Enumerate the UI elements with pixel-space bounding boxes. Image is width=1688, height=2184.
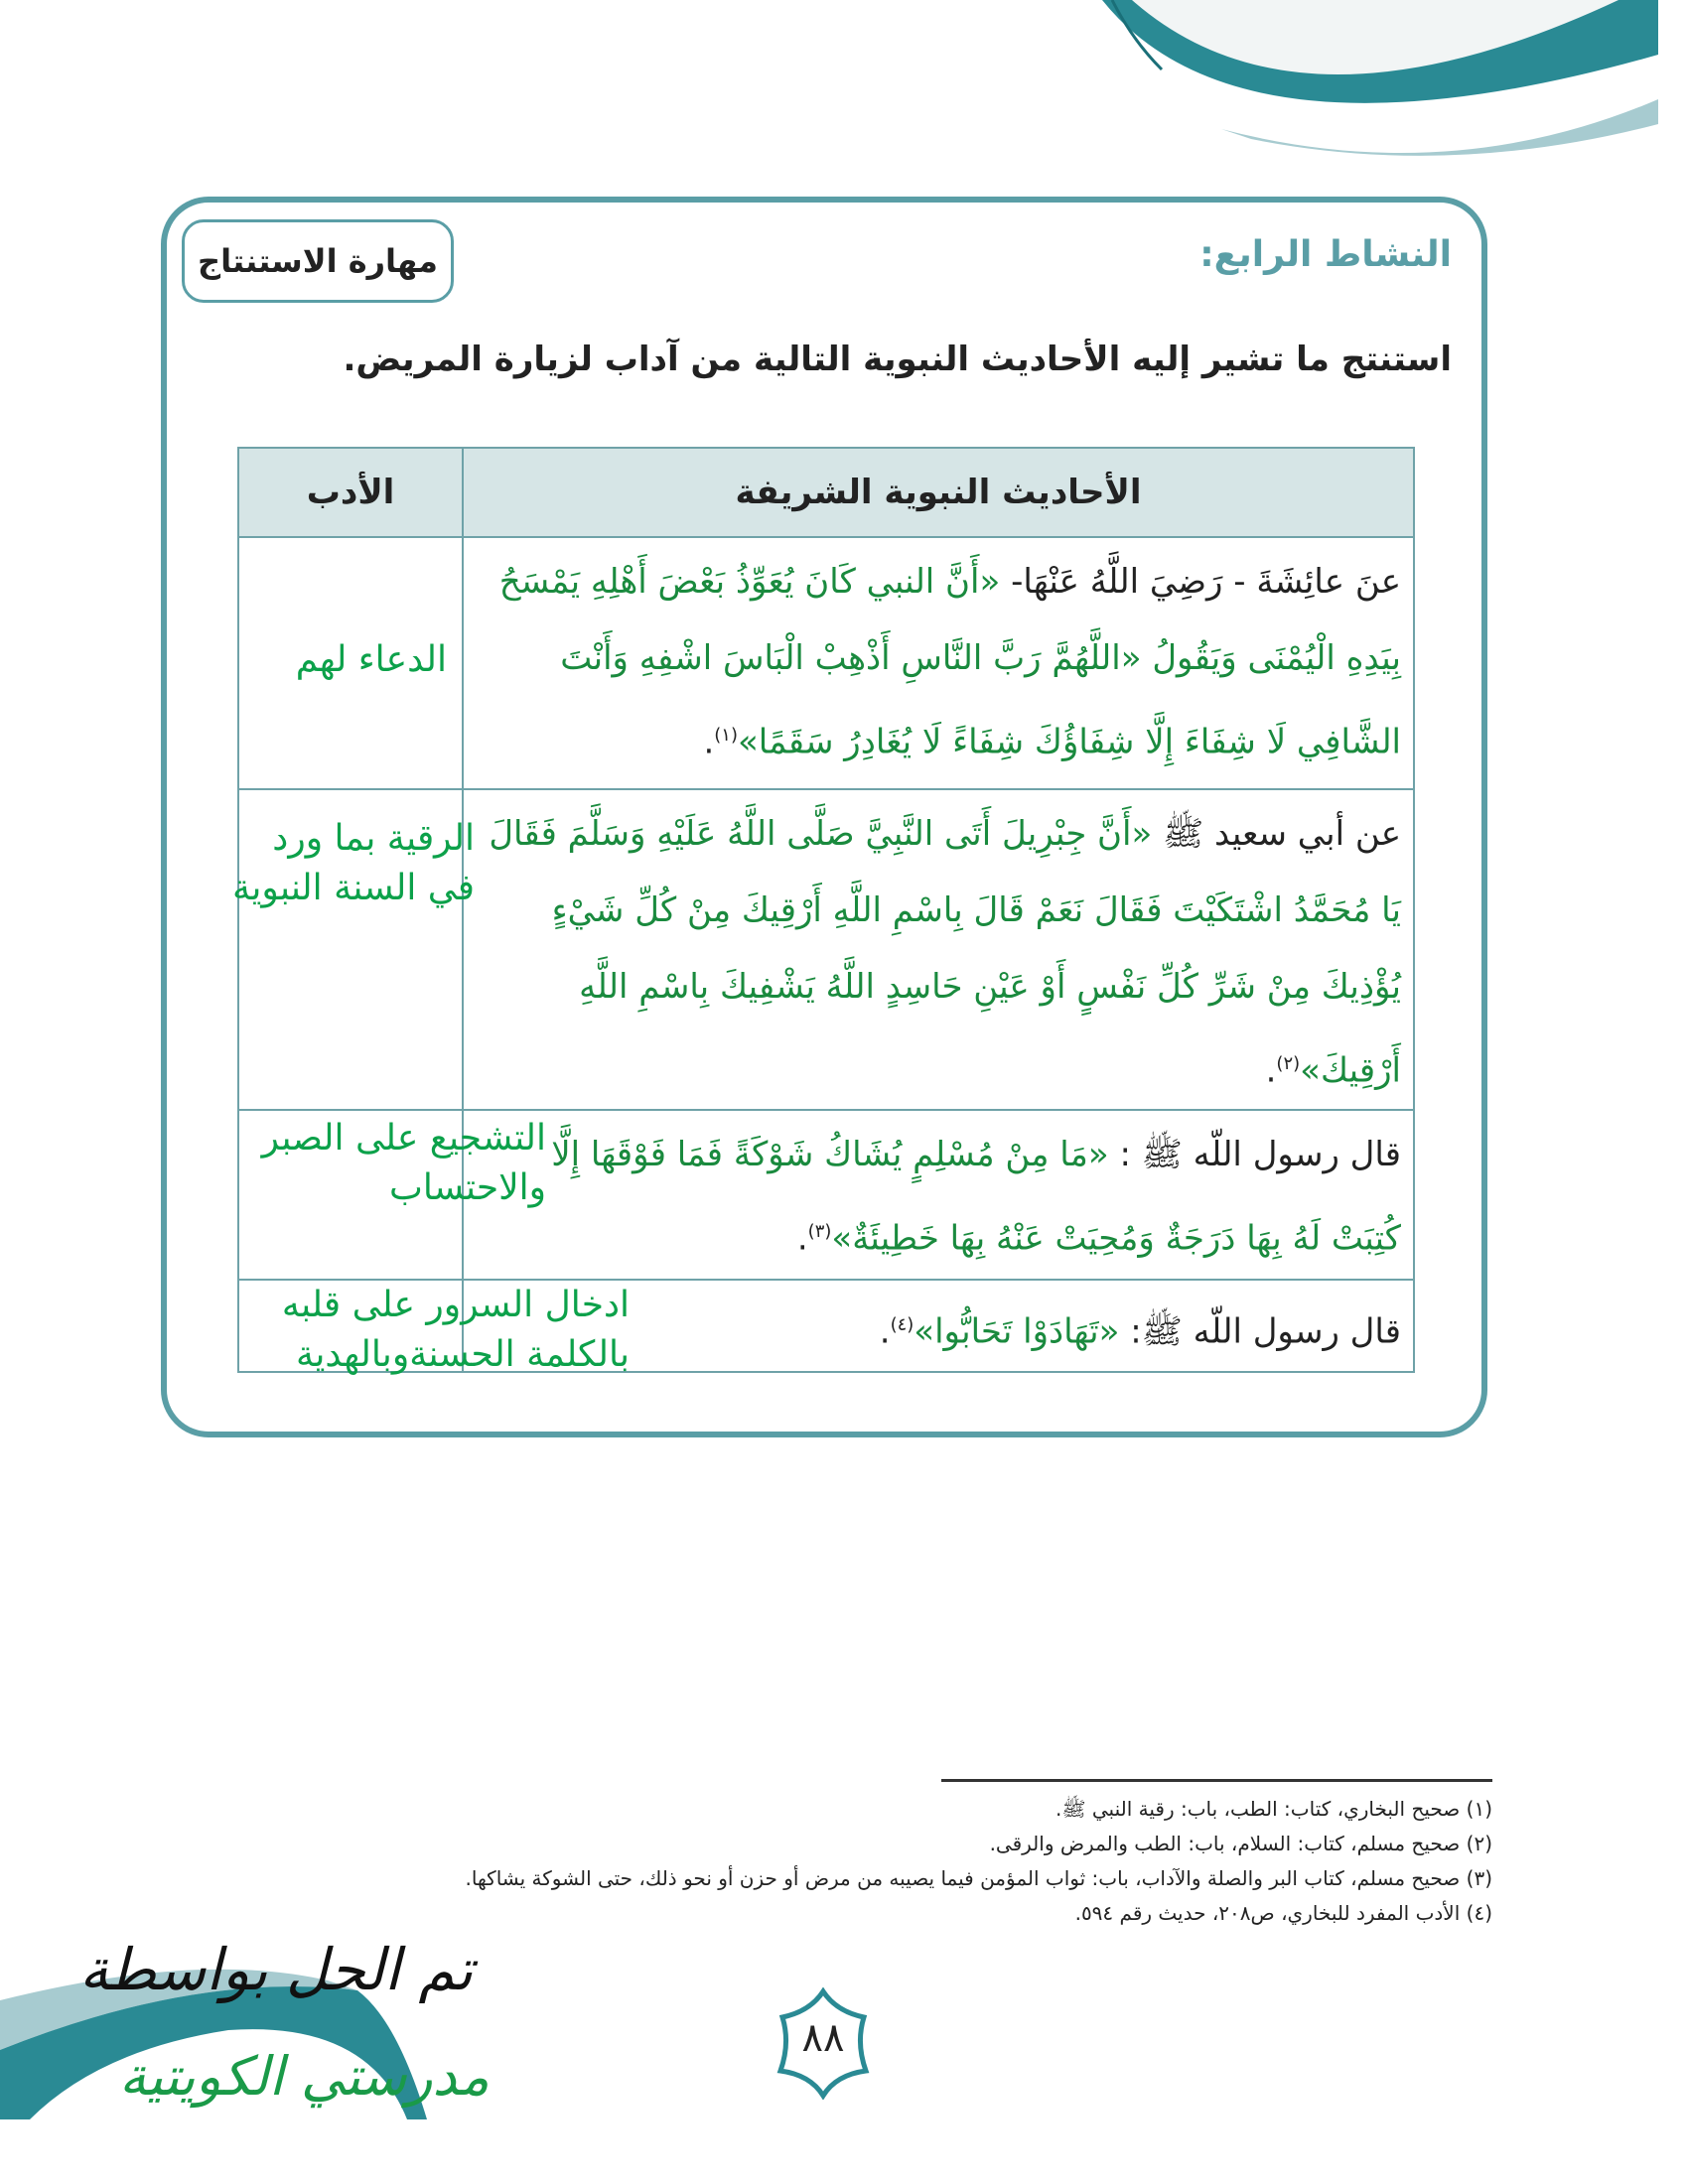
narrator: قال رسول اللّه ﷺ : — [1108, 1135, 1401, 1175]
watermark-line-2: مدرستي الكويتية — [119, 2045, 490, 2108]
footnote-ref: (٤) — [890, 1314, 914, 1336]
hadith-cell: عن أبي سعيد ﷺ «أَنَّ جِبْرِيلَ أَتَى النَّبِيَّ صَلَّى اللَّهُ عَلَيْهِ وَسَلَّمَ فَقَالَ يَا مُحَمَّدُ اشْتَكَيْتَ فَقَالَ نَعَمْ قَالَ بِاسْمِ اللَّهِ أَرْقِيكَ مِنْ كُلِّ شَيْءٍ يُؤْذِيكَ مِنْ شَرِّ كُلِّ نَفْسٍ أَوْ عَيْنِ حَاسِدٍ اللَّهُ يَشْفِيكَ بِاسْمِ اللَّهِ أَرْقِيكَ»$^{(٢)}$. — [463, 789, 1414, 1110]
hadith-cell: قال رسول اللّه ﷺ: «تَهَادَوْا تَحَابُّوا»$^{(٤)}$. — [463, 1280, 1414, 1371]
footnote: (٣) صحيح مسلم، كتاب البر والصلة والآداب، باب: ثواب المؤمن فيما يصيبه من مرض أو حزن أو نحو ذلك، حتى الشوكة يشاكها. — [465, 1866, 1492, 1890]
instruction-text: استنتج ما تشير إليه الأحاديث النبوية التالية من آداب لزيارة المريض. — [343, 340, 1452, 379]
footnote: (١) صحيح البخاري، كتاب: الطب، باب: رقية النبي ﷺ. — [1055, 1797, 1492, 1821]
answer-text-2: الرقية بما ورد في السنة النبوية — [232, 818, 475, 908]
footnote: (٤) الأدب المفرد للبخاري، ص٢٠٨، حديث رقم ٥٩٤. — [1074, 1901, 1492, 1925]
footnote: (٢) صحيح مسلم، كتاب: السلام، باب: الطب والمرض والرقى. — [989, 1832, 1492, 1855]
answer-text-3: التشجيع على الصبر والاحتساب — [261, 1118, 546, 1208]
watermark-line-1: تم الحل بواسطة — [79, 1936, 474, 2003]
footnote-divider — [941, 1779, 1492, 1782]
hadith-text: «أَنَّ النبي كَانَ يُعَوِّذُ بَعْضَ أَهْلِهِ يَمْسَحُ بِيَدِهِ الْيُمْنَى وَيَقُولُ «اللَّهُمَّ رَبَّ النَّاسِ أَذْهِبْ الْبَاسَ اشْفِهِ وَأَنْتَ الشَّافِي لَا شِفَاءَ إِلَّا شِفَاؤُكَ شِفَاءً لَا يُغَادِرُ سَقَمًا» — [498, 562, 1401, 762]
footnote-ref: (٣) — [807, 1221, 832, 1243]
answer-text-4: ادخال السرور على قلبه بالكلمة الحسنةوبالهدية — [281, 1285, 630, 1375]
table-header-row — [238, 448, 1414, 537]
narrator: عن أبي سعيد ﷺ — [1152, 814, 1401, 854]
hadith-cell: عنَ عائِشَةَ - رَضِيَ اللَّهُ عَنْهَا- «أَنَّ النبي كَانَ يُعَوِّذُ بَعْضَ أَهْلِهِ يَمْسَحُ بِيَدِهِ الْيُمْنَى وَيَقُولُ «اللَّهُمَّ رَبَّ النَّاسِ أَذْهِبْ الْبَاسَ اشْفِهِ وَأَنْتَ الشَّافِي لَا شِفَاءَ إِلَّا شِفَاؤُكَ شِفَاءً لَا يُغَادِرُ سَقَمًا»$^{(١)}$. — [463, 537, 1414, 789]
hadith-text: «مَا مِنْ مُسْلِمٍ يُشَاكُ شَوْكَةً فَمَا فَوْقَهَا إِلَّا كُتِبَتْ لَهُ بِهَا دَرَجَةٌ وَمُحِيَتْ عَنْهُ بِهَا خَطِيئَةٌ» — [551, 1135, 1401, 1259]
hadith-text: «تَهَادَوْا تَحَابُّوا» — [914, 1311, 1120, 1352]
answer-text-1: الدعاء لهم — [295, 639, 447, 680]
narrator: قال رسول اللّه ﷺ: — [1119, 1311, 1401, 1352]
footnote-ref: (١) — [714, 725, 738, 746]
activity-title: النشاط الرابع: — [1199, 234, 1452, 275]
skill-badge: مهارة الاستنتاج — [182, 219, 454, 303]
hadith-cell: قال رسول اللّه ﷺ : «مَا مِنْ مُسْلِمٍ يُشَاكُ شَوْكَةً فَمَا فَوْقَهَا إِلَّا كُتِبَتْ لَهُ بِهَا دَرَجَةٌ وَمُحِيَتْ عَنْهُ بِهَا خَطِيئَةٌ»$^{(٣)}$. — [463, 1110, 1414, 1280]
header-etiquette: الأدب — [238, 448, 463, 537]
narrator: عنَ عائِشَةَ - رَضِيَ اللَّهُ عَنْهَا- — [1000, 562, 1401, 602]
hadith-text: «أَنَّ جِبْرِيلَ أَتَى النَّبِيَّ صَلَّى اللَّهُ عَلَيْهِ وَسَلَّمَ فَقَالَ يَا مُحَمَّدُ اشْتَكَيْتَ فَقَالَ نَعَمْ قَالَ بِاسْمِ اللَّهِ أَرْقِيكَ مِنْ كُلِّ شَيْءٍ يُؤْذِيكَ مِنْ شَرِّ كُلِّ نَفْسٍ أَوْ عَيْنِ حَاسِدٍ اللَّهُ يَشْفِيكَ بِاسْمِ اللَّهِ أَرْقِيكَ» — [489, 814, 1401, 1091]
decorative-header-banner — [1102, 0, 1658, 164]
header-hadith: الأحاديث النبوية الشريفة — [463, 448, 1414, 537]
footnote-ref: (٢) — [1276, 1053, 1301, 1074]
page-number: ٨٨ — [801, 2015, 845, 2061]
